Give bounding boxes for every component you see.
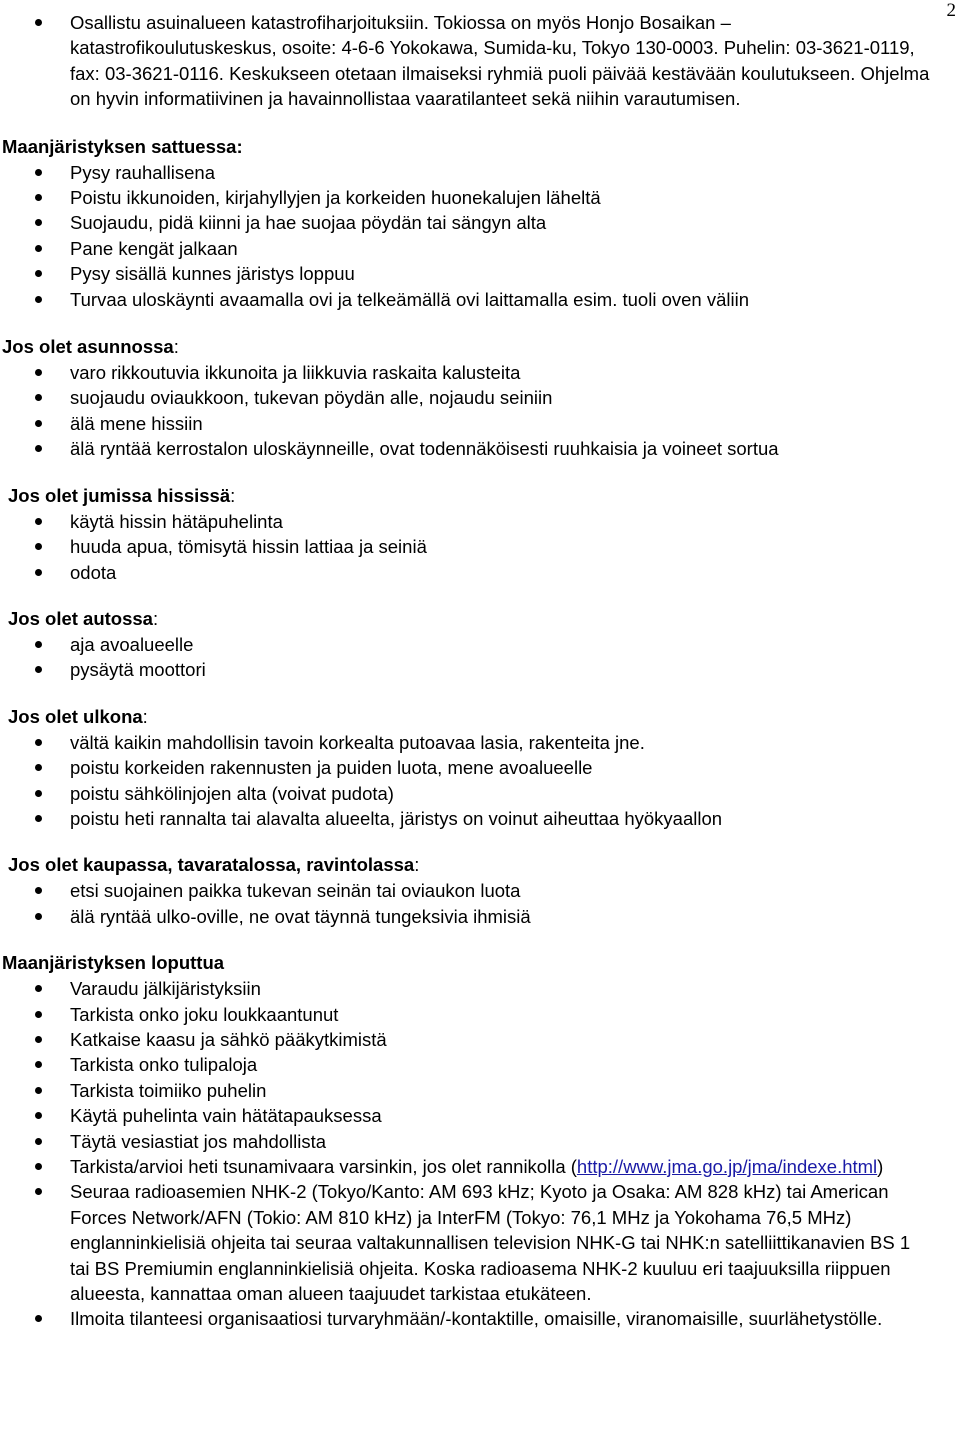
list-item: Käytä puhelinta vain hätätapauksessa bbox=[0, 1103, 930, 1128]
list-item: suojaudu oviaukkoon, tukevan pöydän alle, nojaudu seiniin bbox=[0, 385, 930, 410]
list-item: odota bbox=[0, 560, 930, 585]
list-item: etsi suojainen paikka tukevan seinän tai oviaukon luota bbox=[0, 878, 930, 903]
during-list bbox=[0, 160, 930, 312]
list-item: vältä kaikin mahdollisin tavoin korkealta putoavaa lasia, rakenteita jne. bbox=[0, 730, 930, 755]
list-item: poistu heti rannalta tai alavalta alueelta, järistys on voinut aiheuttaa hyökyaallon bbox=[0, 806, 930, 831]
section-heading-car: Jos olet autossa: bbox=[8, 607, 159, 629]
list-item-report: Ilmoita tilanteesi organisaatiosi turvaryhmään/-kontaktille, omaisille, viranomaisille, suurlähetystölle. bbox=[0, 1306, 930, 1331]
outside-list bbox=[0, 730, 930, 832]
elevator-list bbox=[0, 509, 930, 585]
after-list bbox=[0, 976, 930, 1332]
section-heading-outside: Jos olet ulkona: bbox=[8, 705, 148, 727]
list-item: Katkaise kaasu ja sähkö pääkytkimistä bbox=[0, 1027, 930, 1052]
list-item: Pysy rauhallisena bbox=[0, 160, 930, 185]
list-item: Pane kengät jalkaan bbox=[0, 236, 930, 261]
list-item: huuda apua, tömisytä hissin lattiaa ja seiniä bbox=[0, 534, 930, 559]
section-heading-after: Maanjäristyksen loputtua bbox=[2, 952, 225, 974]
list-item: poistu korkeiden rakennusten ja puiden luota, mene avoalueelle bbox=[0, 755, 930, 780]
list-item: Tarkista onko joku loukkaantunut bbox=[0, 1002, 930, 1027]
section-heading-elevator: Jos olet jumissa hississä: bbox=[8, 484, 236, 506]
list-item-tsunami: Tarkista/arvioi heti tsunamivaara varsinkin, jos olet rannikolla (http://www.jma.go.jp/jma/indexe.html) bbox=[0, 1154, 930, 1179]
list-item-radio: Seuraa radioasemien NHK-2 (Tokyo/Kanto: AM 693 kHz; Kyoto ja Osaka: AM 828 kHz) tai American Forces Network/AFN (Tokio: AM 810 kHz) ja InterFM (Tokyo: 76,1 MHz ja Yokohama 76,5 MHz) englanninkielisiä ohjeita tai seuraa valtakunnallisen television NHK-G tai NHK:n satelliittikanavien BS 1 tai BS Premiumin englanninkielisiä ohjeita. Koska radioasema NHK-2 kuuluu eri taajuuksilla riippuen alueesta, kannattaa oman alueen taajuudet tarkistaa etukäteen. bbox=[0, 1179, 930, 1306]
list-item: älä ryntää ulko-oville, ne ovat täynnä tungeksivia ihmisiä bbox=[0, 904, 930, 929]
list-item: varo rikkoutuvia ikkunoita ja liikkuvia raskaita kalusteita bbox=[0, 360, 930, 385]
list-item: Tarkista onko tulipaloja bbox=[0, 1052, 930, 1077]
list-item: Varaudu jälkijäristyksiin bbox=[0, 976, 930, 1001]
list-item: pysäytä moottori bbox=[0, 657, 930, 682]
section-heading-during: Maanjäristyksen sattuessa: bbox=[2, 135, 243, 157]
shop-list bbox=[0, 878, 930, 929]
list-item: Täytä vesiastiat jos mahdollista bbox=[0, 1129, 930, 1154]
list-item: aja avoalueelle bbox=[0, 632, 930, 657]
list-item: Pysy sisällä kunnes järistys loppuu bbox=[0, 261, 930, 286]
list-item: älä mene hissiin bbox=[0, 411, 930, 436]
list-item: Suojaudu, pidä kiinni ja hae suojaa pöydän tai sängyn alta bbox=[0, 210, 930, 235]
jma-link[interactable]: http://www.jma.go.jp/jma/indexe.html bbox=[576, 1156, 878, 1177]
list-item: älä ryntää kerrostalon uloskäynneille, ovat todennäköisesti ruuhkaisia ja voineet sortua bbox=[0, 436, 930, 461]
document-body bbox=[0, 12, 930, 1332]
home-list bbox=[0, 360, 930, 462]
page-number: 2 bbox=[946, 0, 956, 21]
list-item: Poistu ikkunoiden, kirjahyllyjen ja korkeiden huonekalujen läheltä bbox=[0, 185, 930, 210]
intro-list bbox=[0, 10, 930, 112]
section-heading-shop: Jos olet kaupassa, tavaratalossa, ravintolassa: bbox=[8, 854, 420, 876]
list-item: Turvaa uloskäynti avaamalla ovi ja telkeämällä ovi laittamalla esim. tuoli oven väliin bbox=[0, 287, 930, 312]
list-item: Tarkista toimiiko puhelin bbox=[0, 1078, 930, 1103]
car-list bbox=[0, 632, 930, 683]
list-item: poistu sähkölinjojen alta (voivat pudota) bbox=[0, 781, 930, 806]
list-item: käytä hissin hätäpuhelinta bbox=[0, 509, 930, 534]
list-item: Osallistu asuinalueen katastrofiharjoituksiin. Tokiossa on myös Honjo Bosaikan – katastrofikoulutuskeskus, osoite: 4-6-6 Yokokawa, Sumida-ku, Tokyo 130-0003. Puhelin: 03-3621-0119, fax: 03-3621-0116. Keskukseen otetaan ilmaiseksi ryhmiä puoli päivää kestävään koulutukseen. Ohjelma on hyvin informatiivinen ja havainnollistaa vaaratilanteet sekä niihin varautumisen. bbox=[0, 10, 930, 112]
section-heading-home: Jos olet asunnossa: bbox=[2, 336, 179, 358]
